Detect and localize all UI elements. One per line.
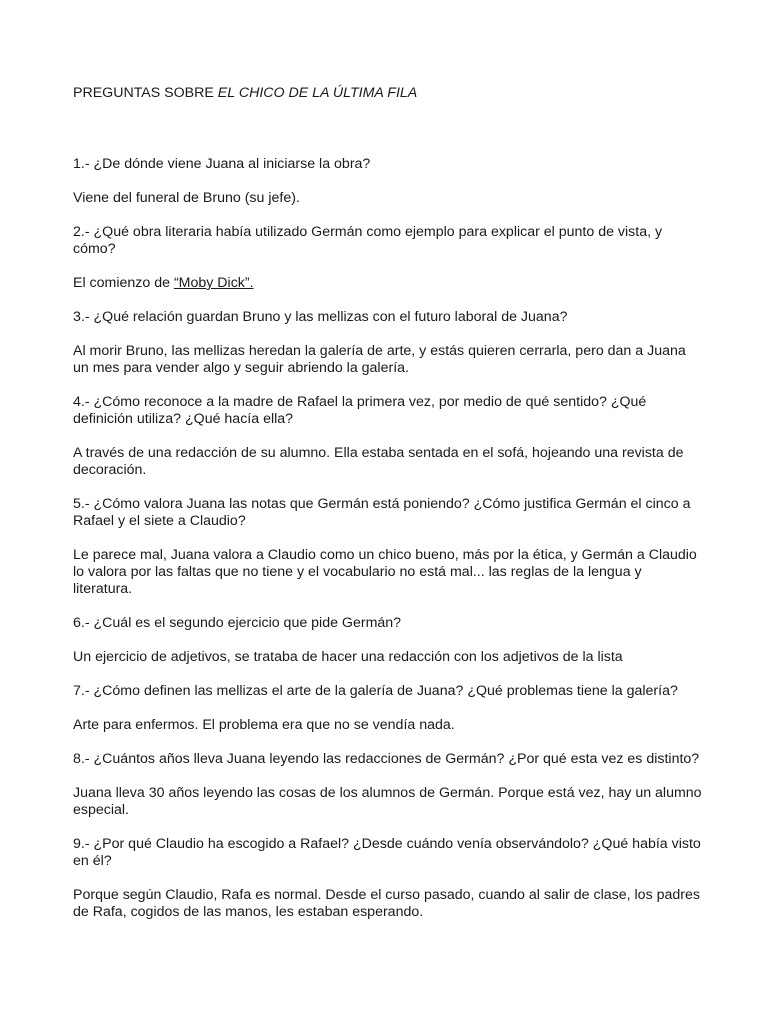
question-7: 7.- ¿Cómo definen las mellizas el arte de la galería de Juana? ¿Qué problemas tiene la galería? — [73, 683, 678, 699]
document-page — [73, 85, 703, 938]
answer-2-prefix: El comienzo de — [73, 275, 174, 291]
question-4: 4.- ¿Cómo reconoce a la madre de Rafael la primera vez, por medio de qué sentido? ¿Qué definición utiliza? ¿Qué hacía ella? — [73, 394, 647, 427]
question-9: 9.- ¿Por qué Claudio ha escogido a Rafael? ¿Desde cuándo venía observándolo? ¿Qué había visto en él? — [73, 836, 701, 869]
question-6: 6.- ¿Cuál es el segundo ejercicio que pide Germán? — [73, 615, 402, 631]
answer-4: A través de una redacción de su alumno. Ella estaba sentada en el sofá, hojeando una revista de decoración. — [73, 445, 684, 478]
answer-5: Le parece mal, Juana valora a Claudio como un chico bueno, más por la ética, y Germán a Claudio lo valora por las faltas que no tiene y el vocabulario no está mal... las reglas de la lengua y literatura. — [73, 547, 697, 597]
document-title — [73, 85, 703, 102]
answer-6: Un ejercicio de adjetivos, se trataba de hacer una redacción con los adjetivos de la lista — [73, 649, 623, 665]
answer-3: Al morir Bruno, las mellizas heredan la galería de arte, y estás quieren cerrarla, pero dan a Juana un mes para vender algo y seguir abriendo la galería. — [73, 343, 686, 376]
answer-1: Viene del funeral de Bruno (su jefe). — [73, 190, 300, 206]
question-1: 1.- ¿De dónde viene Juana al iniciarse la obra? — [73, 156, 371, 172]
answer-9: Porque según Claudio, Rafa es normal. Desde el curso pasado, cuando al salir de clase, los padres de Rafa, cogidos de las manos, les estaban esperando. — [73, 887, 700, 920]
answer-2 — [73, 275, 703, 292]
question-2: 2.- ¿Qué obra literaria había utilizado Germán como ejemplo para explicar el punto de vista, y cómo? — [73, 224, 663, 257]
answer-7: Arte para enfermos. El problema era que no se vendía nada. — [73, 717, 455, 733]
moby-dick-link[interactable]: “Moby Dick”. — [173, 275, 254, 291]
answer-8: Juana lleva 30 años leyendo las cosas de los alumnos de Germán. Porque está vez, hay un alumno especial. — [73, 785, 702, 818]
title-prefix: PREGUNTAS SOBRE — [73, 85, 218, 101]
question-3: 3.- ¿Qué relación guardan Bruno y las mellizas con el futuro laboral de Juana? — [73, 309, 568, 325]
title-italic: EL CHICO DE LA ÚLTIMA FILA — [217, 85, 418, 101]
question-8: 8.- ¿Cuántos años lleva Juana leyendo las redacciones de Germán? ¿Por qué esta vez es distinto? — [73, 751, 700, 767]
question-5: 5.- ¿Cómo valora Juana las notas que Germán está poniendo? ¿Cómo justifica Germán el cinco a Rafael y el siete a Claudio? — [73, 496, 691, 529]
